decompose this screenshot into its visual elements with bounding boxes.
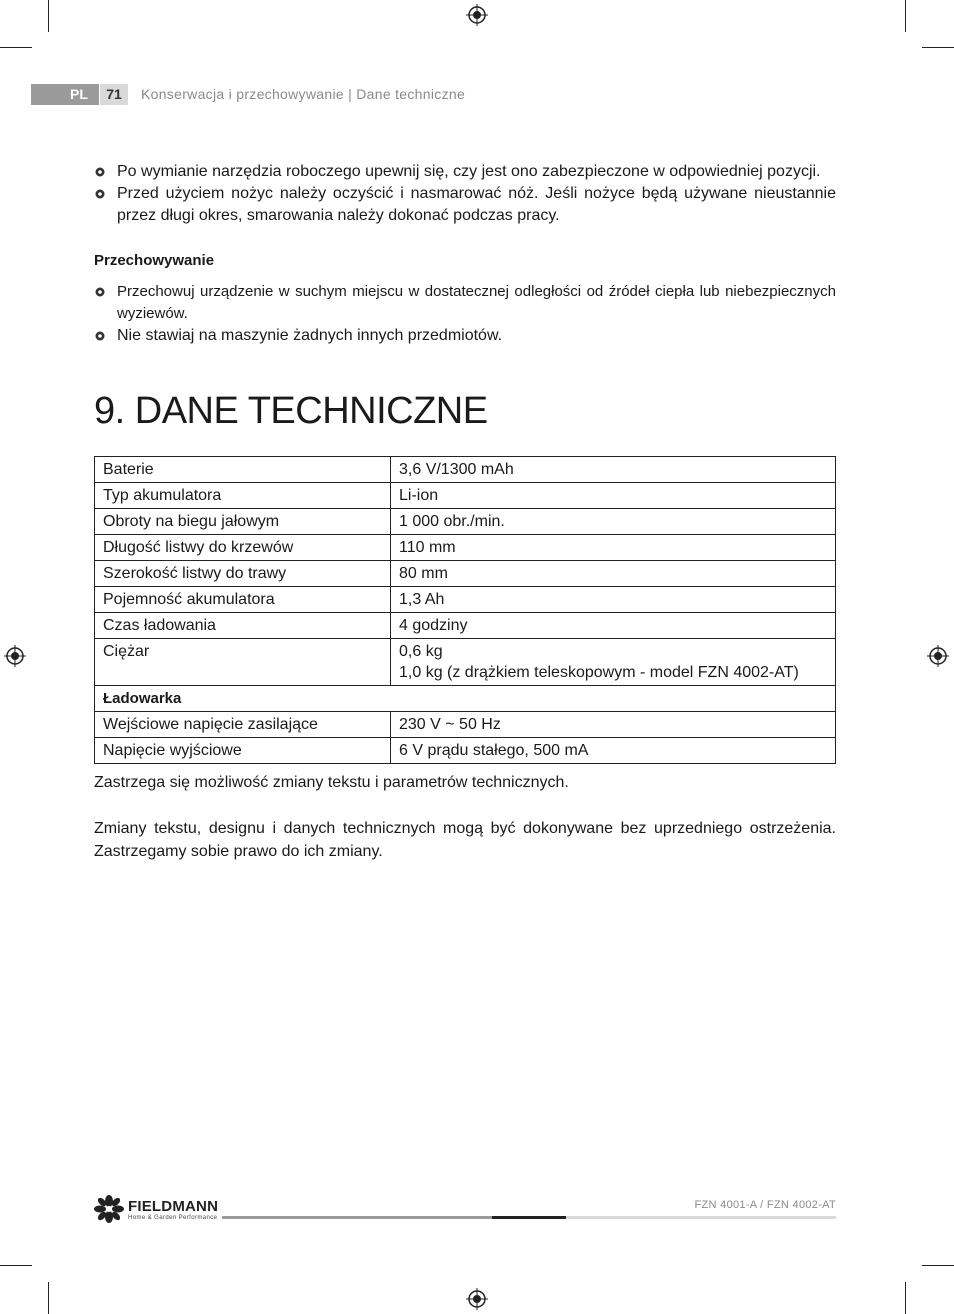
crop-mark bbox=[48, 1282, 49, 1314]
table-cell-label: Baterie bbox=[95, 457, 391, 483]
table-cell-value: Li-ion bbox=[391, 483, 836, 509]
table-cell-value: 4 godziny bbox=[391, 613, 836, 639]
table-cell-label: Szerokość listwy do trawy bbox=[95, 561, 391, 587]
table-cell-value bbox=[391, 639, 836, 686]
footer-model: FZN 4001-A / FZN 4002-AT bbox=[694, 1199, 836, 1211]
registration-mark-icon bbox=[927, 645, 949, 667]
table-cell-value-line: 0,6 kg bbox=[399, 643, 443, 660]
storage-list bbox=[94, 281, 836, 347]
storage-heading: Przechowywanie bbox=[94, 252, 215, 269]
bullet-icon bbox=[94, 330, 106, 342]
section-title: 9. DANE TECHNICZNE bbox=[94, 390, 488, 432]
list-item-text: Po wymianie narzędzia roboczego upewnij się, czy jest ono zabezpieczone w odpowiedniej pozycji. bbox=[117, 163, 821, 180]
list-item bbox=[94, 325, 836, 347]
crop-mark bbox=[905, 0, 906, 32]
table-cell-value: 230 V ~ 50 Hz bbox=[391, 712, 836, 738]
table-row bbox=[95, 587, 836, 613]
table-cell-value: 6 V prądu stałego, 500 mA bbox=[391, 738, 836, 764]
table-row bbox=[95, 535, 836, 561]
page-number: 71 bbox=[100, 84, 128, 105]
list-item-text: Nie stawiaj na maszynie żadnych innych przedmiotów. bbox=[117, 327, 503, 344]
registration-mark-icon bbox=[466, 4, 488, 26]
list-item bbox=[94, 281, 836, 325]
registration-mark-icon bbox=[466, 1288, 488, 1310]
crop-mark bbox=[0, 1265, 32, 1266]
table-row bbox=[95, 712, 836, 738]
table-row bbox=[95, 457, 836, 483]
spec-table bbox=[94, 456, 836, 764]
list-item-text: Przed użyciem nożyc należy oczyścić i nasmarować nóż. Jeśli nożyce będą używane nieustannie przez długi okres, smarowania należy dokonać podczas pracy. bbox=[117, 185, 836, 224]
table-cell-label: Wejściowe napięcie zasilające bbox=[95, 712, 391, 738]
table-row bbox=[95, 738, 836, 764]
table-cell-value: 1 000 obr./min. bbox=[391, 509, 836, 535]
table-cell-label: Obroty na biegu jałowym bbox=[95, 509, 391, 535]
bullet-icon bbox=[94, 188, 106, 200]
table-row bbox=[95, 483, 836, 509]
table-cell-value: 110 mm bbox=[391, 535, 836, 561]
table-cell-label: Długość listwy do krzewów bbox=[95, 535, 391, 561]
table-cell-label: Typ akumulatora bbox=[95, 483, 391, 509]
table-cell-label: Ciężar bbox=[95, 639, 391, 686]
table-cell-label: Napięcie wyjściowe bbox=[95, 738, 391, 764]
fieldmann-logo-icon bbox=[94, 1195, 124, 1223]
crop-mark bbox=[905, 1282, 906, 1314]
footer-rule bbox=[566, 1216, 836, 1219]
bullet-icon bbox=[94, 286, 106, 298]
header-lang-label: PL bbox=[70, 86, 88, 102]
table-cell-label: Pojemność akumulatora bbox=[95, 587, 391, 613]
table-section-row bbox=[95, 686, 836, 712]
crop-mark bbox=[922, 1265, 954, 1266]
list-item bbox=[94, 183, 836, 227]
table-row bbox=[95, 613, 836, 639]
table-cell-value: 80 mm bbox=[391, 561, 836, 587]
table-cell-label: Czas ładowania bbox=[95, 613, 391, 639]
crop-mark bbox=[48, 0, 49, 32]
maintenance-list bbox=[94, 161, 836, 227]
footer-rule bbox=[492, 1216, 566, 1219]
list-item bbox=[94, 161, 836, 183]
footer-rule bbox=[222, 1216, 492, 1219]
table-row bbox=[95, 561, 836, 587]
table-row bbox=[95, 639, 836, 686]
brand-logo-text: FIELDMANN bbox=[128, 1198, 219, 1215]
note-text: Zmiany tekstu, designu i danych technicznych mogą być dokonywane bez uprzedniego ostrzeżenia. Zastrzegamy sobie prawo do ich zmiany. bbox=[94, 820, 836, 860]
registration-mark-icon bbox=[4, 645, 26, 667]
crop-mark bbox=[922, 47, 954, 48]
crop-mark bbox=[0, 47, 32, 48]
table-cell-value-line: 1,0 kg (z drążkiem teleskopowym - model FZN 4002-AT) bbox=[399, 664, 799, 681]
table-row bbox=[95, 509, 836, 535]
list-item-text: Przechowuj urządzenie w suchym miejscu w dostatecznej odległości od źródeł ciepła lub niebezpiecznych wyziewów. bbox=[117, 283, 836, 322]
bullet-icon bbox=[94, 166, 106, 178]
brand-tagline: Home & Garden Performance bbox=[128, 1215, 218, 1221]
table-cell-value: 1,3 Ah bbox=[391, 587, 836, 613]
note-text: Zastrzega się możliwość zmiany tekstu i parametrów technicznych. bbox=[94, 774, 569, 791]
charger-heading: Ładowarka bbox=[95, 686, 836, 712]
header-title: Konserwacja i przechowywanie | Dane techniczne bbox=[141, 86, 466, 102]
table-cell-value: 3,6 V/1300 mAh bbox=[391, 457, 836, 483]
